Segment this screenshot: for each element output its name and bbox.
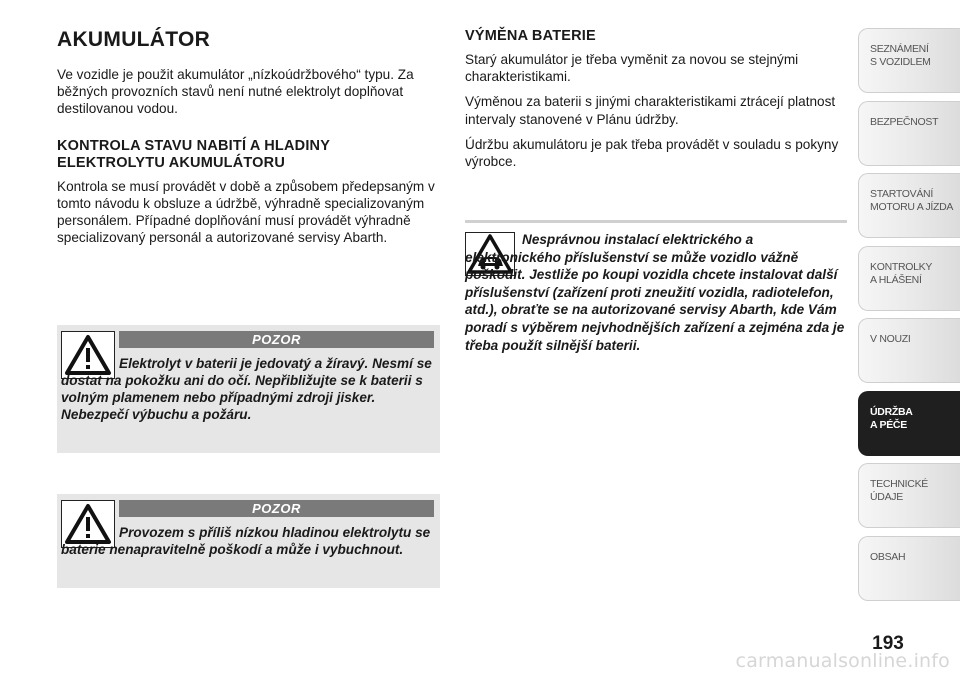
- tab-label: SEZNÁMENÍ S VOZIDLEM: [870, 43, 931, 68]
- tab-label: TECHNICKÉ ÚDAJE: [870, 478, 928, 503]
- warning-text: Elektrolyt v baterii je jedovatý a žíravý. Nesmí se dostat na pokožku ani do očí. Nepřibližujte se k baterii s volným plamenem nebo případnými zdroji jisker. Nebezpečí výbuchu a požáru.: [61, 356, 432, 422]
- chapter-tabs: [858, 28, 960, 608]
- tab-obsah[interactable]: [858, 536, 960, 601]
- tab-seznameni[interactable]: [858, 28, 960, 93]
- tab-udrzba[interactable]: [858, 391, 960, 456]
- left-column: [57, 28, 439, 258]
- tab-label: ÚDRŽBA A PÉČE: [870, 405, 913, 431]
- intro-paragraph: Ve vozidle je použit akumulátor „nízkoúdržbového“ typu. Za běžných provozních stavů není nutné elektrolyt doplňovat destilovanou vodou.: [57, 67, 414, 117]
- tab-kontrolky[interactable]: [858, 246, 960, 311]
- right-paragraph-1: Starý akumulátor je třeba vyměnit za novou se stejnými charakteristikami.: [465, 52, 799, 85]
- warning-label: POZOR: [119, 500, 434, 517]
- watermark: carmanualsonline.info: [735, 650, 950, 672]
- tab-label: BEZPEČNOST: [870, 115, 939, 128]
- warning-text: Provozem s příliš nízkou hladinou elektrolytu se baterie nenapravitelně poškodí a může i vybuchnout.: [61, 525, 431, 557]
- tab-label: STARTOVÁNÍ MOTORU A JÍZDA: [870, 188, 954, 213]
- section-paragraph: Kontrola se musí provádět v době a způsobem předepsaným v tomto návodu k obsluze a údržbě, výhradně specializovaným personálem. Případné doplňování musí provádět výhradně specializovaný personál a autorizované servisy Abarth.: [57, 178, 435, 246]
- warning-box-1: [57, 325, 440, 453]
- tab-label: KONTROLKY A HLÁŠENÍ: [870, 260, 933, 286]
- divider: [465, 220, 847, 223]
- warning-box-2: [57, 494, 440, 588]
- right-paragraph-3: Údržbu akumulátoru je pak třeba provádět v souladu s pokyny výrobce.: [465, 136, 839, 170]
- info-note: Nesprávnou instalací elektrického a elektronického příslušenství se může vozidlo vážně poškodit. Jestliže po koupi vozidla chcete instalovat další příslušenství (zařízení proti zneužití vozidla, radiotelefon, atd.), obraťte se na autorizované servisy Abarth, kde Vám poradí s výběrem nejvhodnějších zařízení a zejména zda je třeba použít silnější baterii.: [465, 232, 845, 353]
- page-title: AKUMULÁTOR: [57, 28, 211, 51]
- tab-technicke[interactable]: [858, 463, 960, 528]
- tab-label: V NOUZI: [870, 333, 911, 345]
- right-column: [465, 28, 847, 182]
- tab-startovani[interactable]: [858, 173, 960, 238]
- right-heading: VÝMĚNA BATERIE: [465, 28, 596, 44]
- tab-v-nouzi[interactable]: [858, 318, 960, 383]
- right-paragraph-2: Výměnou za baterii s jinými charakteristikami ztrácejí platnost intervaly stanovené v Plánu údržby.: [465, 94, 836, 127]
- page-number: 193: [872, 633, 904, 654]
- section-heading: KONTROLA STAVU NABITÍ A HLADINY ELEKTROLYTU AKUMULÁTORU: [57, 137, 330, 171]
- tab-label: OBSAH: [870, 550, 906, 563]
- warning-label: POZOR: [119, 331, 434, 348]
- tab-bezpecnost[interactable]: [858, 101, 960, 166]
